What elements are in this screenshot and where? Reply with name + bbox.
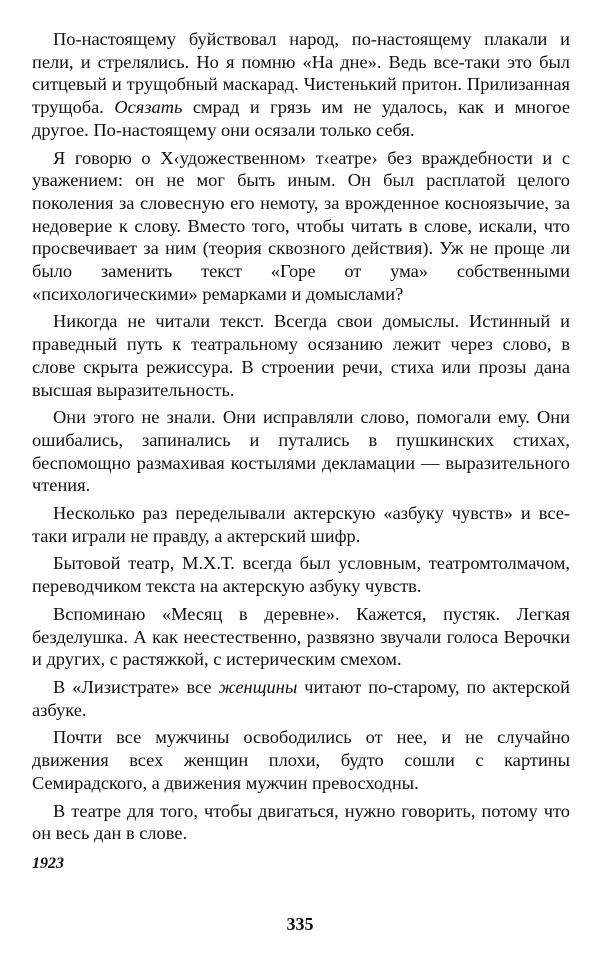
italic-text: женщины [218, 676, 298, 697]
text-segment: Я говорю о Х‹удожественном› т‹еатре› без враждебности и с уважением: он не мог быть иным. Он был расплатой целого поколения за словесную его немоту, за врожденное косноязычие, за недоверие к слову. Вместо того, чтобы читать в слове, искали, что просвечивает за ним (теория сквозного действия). Уж не проще ли было заменить текст «Горе от ума» собственными «психологическими» ремарками и домыслами? [32, 147, 570, 304]
paragraph [32, 552, 570, 597]
paragraph [32, 310, 570, 401]
paragraph [32, 406, 570, 497]
paragraph [32, 676, 570, 721]
text-segment: Почти все мужчины освободились от нее, и не случайно движения всех женщин плохи, будто сошли с картины Семирадского, а движения мужчин превосходны. [32, 727, 570, 793]
paragraph [32, 726, 570, 794]
paragraph [32, 147, 570, 306]
paragraph [32, 603, 570, 671]
body-text [32, 28, 570, 875]
text-segment: читают по-старому, по актерской азбуке. [32, 676, 570, 720]
text-segment: смрад и грязь им не удалось, как и многое другое. По-настоящему они осязали только себя. [32, 97, 570, 140]
text-segment: Вспоминаю «Месяц в деревне». Кажется, пустяк. Легкая безделушка. А как неестественно, развязно звучали голоса Верочки и других, с растяжкой, с истерическим смехом. [32, 603, 570, 670]
paragraph [32, 800, 570, 845]
date-line: 1923 [32, 854, 64, 872]
text-segment: Никогда не читали текст. Всегда свои домыслы. Истинный и праведный путь к театральному осязанию лежит через слово, в слове скрыта режиссура. В строении речи, стиха или прозы дана высшая выразительность. [32, 311, 570, 400]
text-segment: В «Лизистрате» все [53, 676, 219, 697]
text-segment: Они этого не знали. Они исправляли слово, помогали ему. Они ошибались, запинались и путались в пушкинских стихах, беспомощно размахивая костылями декламации — выразительного чтения. [32, 407, 570, 496]
text-segment: В театре для того, чтобы двигаться, нужно говорить, потому что он весь дан в слове. [32, 800, 570, 844]
text-segment: По-настоящему буйствовал народ, по-настоящему плакали и пели, и стрелялись. Но я помню «На дне». Ведь все-таки это был ситцевый и трущобный маскарад. Чистенький притон. Прилизанная трущоба. [32, 29, 570, 118]
text-segment: Несколько раз переделывали актерскую «азбуку чувств» и все-таки играли не правду, а актерский шифр. [32, 503, 570, 546]
paragraph [32, 502, 570, 547]
paragraph [32, 28, 570, 142]
page-number: 335 [286, 914, 314, 934]
text-segment: Бытовой театр, М.Х.Т. всегда был условным, театромтолмачом, переводчиком текста на актерскую азбуку чувств. [32, 553, 570, 597]
italic-text: Осязать [114, 97, 183, 118]
paragraph-list [32, 28, 570, 845]
